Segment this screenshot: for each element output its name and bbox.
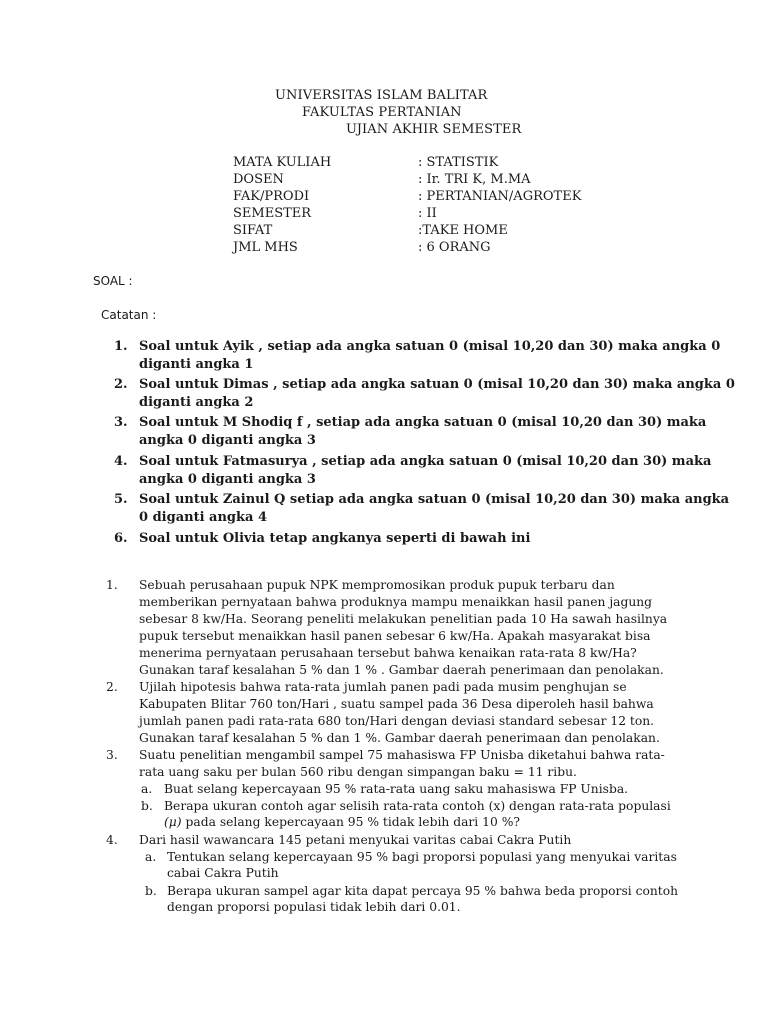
question-number: 3. (106, 748, 118, 762)
note-text: Soal untuk Dimas , setiap ada angka satuan 0 (misal 10,20 dan 30) maka angka 0 (139, 377, 735, 392)
subitem-text: Berapa ukuran sampel agar kita dapat percaya 95 % bahwa beda proporsi contoh (167, 884, 679, 898)
note-text: diganti angka 2 (139, 395, 254, 410)
note-text: angka 0 diganti angka 3 (139, 433, 316, 448)
university-name: UNIVERSITAS ISLAM BALITAR (275, 88, 488, 103)
question-text: Sebuah perusahaan pupuk NPK mempromosikan produk pupuk terbaru dan (139, 578, 615, 592)
subitem-label: a. (145, 850, 157, 864)
question-text: jumlah panen padi rata-rata 680 ton/Hari dengan deviasi standard sebesar 12 ton. (139, 714, 655, 728)
note-number: 4. (114, 454, 128, 469)
question-text: Ujilah hipotesis bahwa rata-rata jumlah panen padi pada musim penghujan se (139, 680, 627, 694)
note-number: 5. (114, 492, 128, 507)
meta-label: SIFAT (233, 223, 273, 238)
note-text: Soal untuk M Shodiq f , setiap ada angka satuan 0 (misal 10,20 dan 30) maka (139, 415, 707, 430)
subitem-text: Buat selang kepercayaan 95 % rata-rata uang saku mahasiswa FP Unisba. (164, 782, 629, 796)
subitem-label: b. (145, 884, 157, 898)
exam-title: UJIAN AKHIR SEMESTER (346, 122, 522, 137)
question-text: rata uang saku per bulan 560 ribu dengan simpangan baku = 11 ribu. (139, 765, 577, 779)
note-text: Soal untuk Ayik , setiap ada angka satuan 0 (misal 10,20 dan 30) maka angka 0 (139, 339, 721, 354)
question-number: 2. (106, 680, 118, 694)
note-text: Soal untuk Olivia tetap angkanya seperti di bawah ini (139, 531, 531, 546)
meta-label: DOSEN (233, 172, 284, 187)
note-text: Soal untuk Fatmasurya , setiap ada angka satuan 0 (misal 10,20 dan 30) maka (139, 454, 712, 469)
question-number: 4. (106, 833, 118, 847)
meta-value: : PERTANIAN/AGROTEK (418, 189, 582, 204)
meta-value: : STATISTIK (418, 155, 499, 170)
meta-value: : 6 ORANG (418, 240, 491, 255)
meta-value: : II (418, 206, 437, 221)
catatan-heading: Catatan : (101, 308, 157, 322)
question-text: Suatu penelitian mengambil sampel 75 mahasiswa FP Unisba diketahui bahwa rata- (139, 748, 665, 762)
question-text: menerima pernyataan perusahaan tersebut bahwa kenaikan rata-rata 8 kw/Ha? (139, 646, 637, 660)
question-text: Kabupaten Blitar 760 ton/Hari , suatu sampel pada 36 Desa diperoleh hasil bahwa (139, 697, 654, 711)
question-text: Dari hasil wawancara 145 petani menyukai varitas cabai Cakra Putih (139, 833, 572, 847)
note-number: 3. (114, 415, 128, 430)
subitem-text (164, 815, 520, 829)
question-text: sebesar 8 kw/Ha. Seorang peneliti melakukan penelitian pada 10 Ha sawah hasilnya (139, 612, 668, 626)
subitem-text: dengan proporsi populasi tidak lebih dari 0.01. (167, 900, 461, 914)
note-text: 0 diganti angka 4 (139, 510, 268, 525)
question-text: memberikan pernyataan bahwa produknya mampu menaikkan hasil panen jagung (139, 595, 653, 609)
subitem-text-continuation: pada selang kepercayaan 95 % tidak lebih dari 10 %? (181, 815, 520, 829)
meta-label: FAK/PRODI (233, 189, 310, 204)
mu-symbol: (μ) (164, 815, 182, 829)
faculty-name: FAKULTAS PERTANIAN (302, 105, 462, 120)
note-text: Soal untuk Zainul Q setiap ada angka satuan 0 (misal 10,20 dan 30) maka angka (139, 492, 730, 507)
subitem-label: b. (141, 799, 153, 813)
subitem-label: a. (141, 782, 153, 796)
subitem-text: Tentukan selang kepercayaan 95 % bagi proporsi populasi yang menyukai varitas (167, 850, 677, 864)
question-number: 1. (106, 578, 118, 592)
question-text: Gunakan taraf kesalahan 5 % dan 1 %. Gambar daerah penerimaan dan penolakan. (139, 731, 660, 745)
meta-label: JML MHS (233, 240, 298, 255)
question-text: pupuk tersebut menaikkan hasil panen sebesar 6 kw/Ha. Apakah masyarakat bisa (139, 629, 651, 643)
note-number: 1. (114, 339, 128, 354)
note-text: angka 0 diganti angka 3 (139, 472, 316, 487)
note-number: 6. (114, 531, 128, 546)
note-number: 2. (114, 377, 128, 392)
meta-value: : Ir. TRI K, M.MA (418, 172, 531, 187)
soal-heading: SOAL : (93, 274, 133, 288)
subitem-text: Berapa ukuran contoh agar selisih rata-rata contoh (x) dengan rata-rata populasi (164, 799, 671, 813)
meta-label: MATA KULIAH (233, 155, 332, 170)
note-text: diganti angka 1 (139, 357, 254, 372)
subitem-text: cabai Cakra Putih (167, 866, 279, 880)
question-text: Gunakan taraf kesalahan 5 % dan 1 % . Gambar daerah penerimaan dan penolakan. (139, 663, 664, 677)
meta-value: :TAKE HOME (418, 223, 508, 238)
meta-label: SEMESTER (233, 206, 312, 221)
